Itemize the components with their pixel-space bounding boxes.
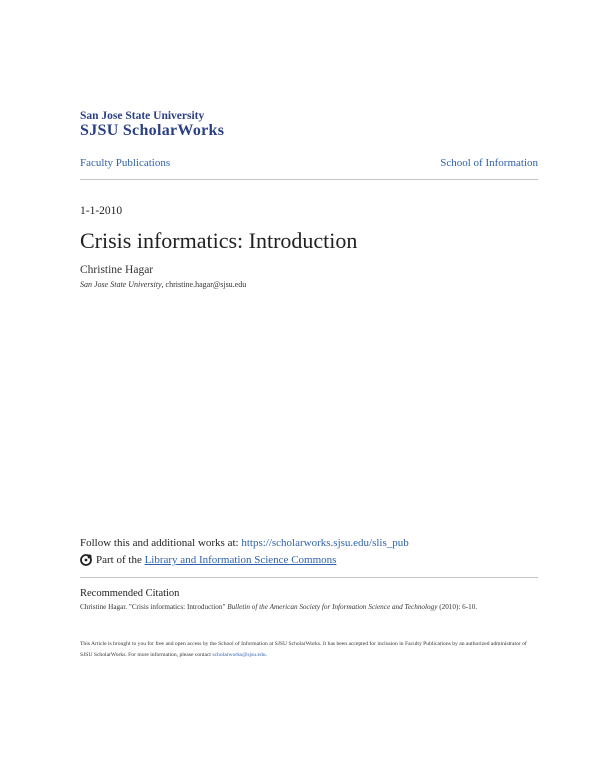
header-divider — [80, 179, 538, 180]
citation-journal: Bulletin of the American Society for Information Science and Technology — [227, 603, 438, 611]
follow-label: Follow this and additional works at: — [80, 537, 242, 549]
article-title: Crisis informatics: Introduction — [80, 228, 358, 253]
affiliation-institution: San Jose State University — [80, 280, 162, 289]
notice-end: . — [265, 652, 267, 658]
author-affiliation — [80, 280, 246, 289]
part-of-line — [80, 554, 336, 566]
affiliation-email: , christine.hagar@sjsu.edu — [161, 280, 247, 289]
citation-prefix: Christine Hagar. "Crisis informatics: Introduction" — [80, 603, 228, 611]
citation-divider — [80, 577, 538, 578]
notice-text: This Article is brought to you for free and open access by the School of Information at SJSU ScholarWorks. It has been accepted for inclusion in Faculty Publications by an authorized administrator of SJSU ScholarWorks. For more information, please contact — [80, 641, 527, 658]
contact-email-link[interactable]: scholarworks@sjsu.edu — [212, 652, 266, 658]
recommended-citation-text — [80, 603, 477, 611]
university-name: San Jose State University — [80, 110, 205, 122]
author-name: Christine Hagar — [80, 264, 154, 276]
access-notice — [80, 639, 530, 661]
commons-network-icon — [80, 554, 92, 566]
recommended-citation-heading: Recommended Citation — [80, 588, 180, 599]
follow-line — [80, 537, 409, 549]
publication-date: 1-1-2010 — [80, 205, 123, 217]
library-commons-link[interactable]: Library and Information Science Commons — [144, 554, 337, 566]
school-of-information-link[interactable]: School of Information — [440, 157, 538, 169]
faculty-publications-link[interactable]: Faculty Publications — [80, 157, 171, 169]
slis-pub-link[interactable]: https://scholarworks.sjsu.edu/slis_pub — [241, 537, 409, 549]
repository-name[interactable]: SJSU ScholarWorks — [80, 122, 225, 139]
part-of-label: Part of the — [96, 554, 142, 566]
citation-suffix: (2010): 6-10. — [437, 603, 478, 611]
